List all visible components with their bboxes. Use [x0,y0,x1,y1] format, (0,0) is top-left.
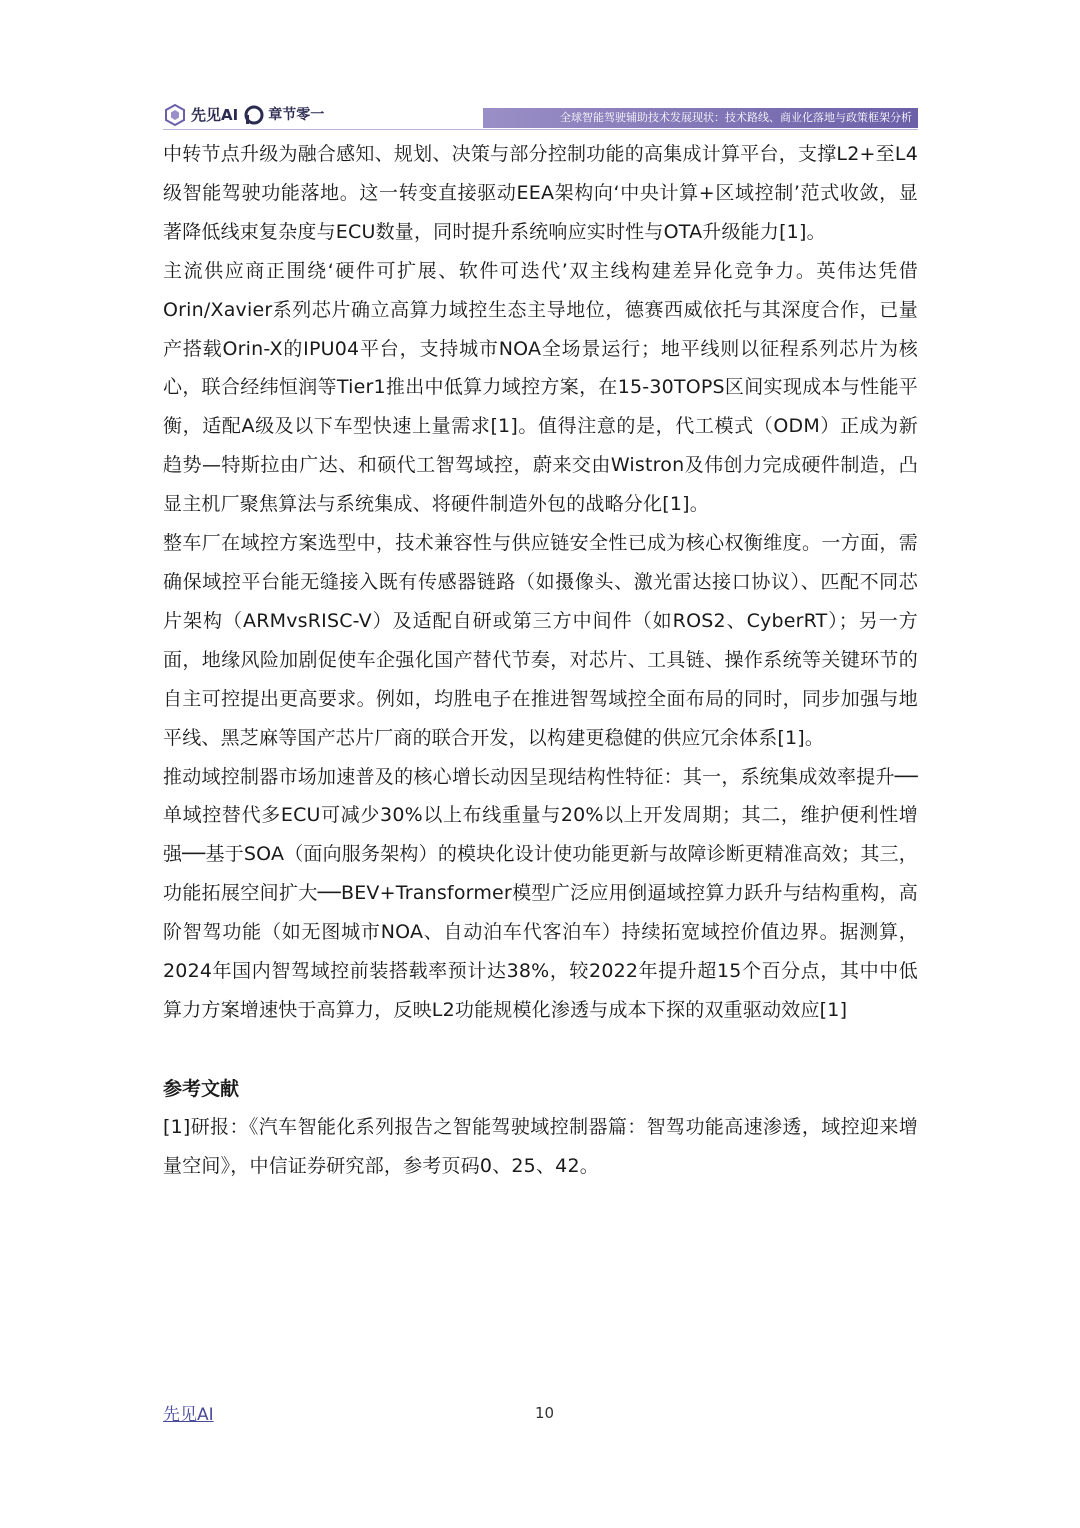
brand-logo-icon [163,103,187,127]
partner-name: 章节零一 [268,107,325,123]
body-paragraph: 整车厂在域控方案选型中，技术兼容性与供应链安全性已成为核心权衡维度。一方面，需确保域控平台能无缝接入既有传感器链路（如摄像头、激光雷达接口协议）、匹配不同芯片架构（ARMvsRISC-V）及适配自研或第三方中间件（如ROS2、CyberRT）；另一方面，地缘风险加剧促使车企强化国产替代节奏，对芯片、工具链、操作系统等关键环节的自主可控提出更高要求。例如，均胜电子在推进智驾域控全面布局的同时，同步加强与地平线、黑芝麻等国产芯片厂商的联合开发，以构建更稳健的供应冗余体系[1]。 [163,532,918,749]
body-paragraph: 中转节点升级为融合感知、规划、决策与部分控制功能的高集成计算平台，支撑L2+至L4级智能驾驶功能落地。这一转变直接驱动EEA架构向‘中央计算+区域控制’范式收敛，显著降低线束复杂度与ECU数量，同时提升系统响应实时性与OTA升级能力[1]。 [163,143,918,243]
page-number: 10 [535,1404,555,1422]
report-title-bar: 全球智能驾驶辅助技术发展现状：技术路线、商业化落地与政策框架分析 [483,108,918,128]
header-divider [163,129,918,130]
reference-item: [1]研报：《汽车智能化系列报告之智能驾驶域控制器篇：智驾功能高速渗透，域控迎来增量空间》，中信证券研究部，参考页码0、25、42。 [163,1115,918,1177]
section-spacer [163,1030,918,1070]
body-paragraph: 推动域控制器市场加速普及的核心增长动因呈现结构性特征：其一，系统集成效率提升──单域控替代多ECU可减少30%以上布线重量与20%以上开发周期；其二，维护便利性增强──基于SOA（面向服务架构）的模块化设计使功能更新与故障诊断更精准高效；其三，功能拓展空间扩大──BEV+Transformer模型广泛应用倒逼域控算力跃升与结构重构，高阶智驾功能（如无图城市NOA、自动泊车代客泊车）持续拓宽域控价值边界。据测算，2024年国内智驾域控前装搭载率预计达38%，较2022年提升超15个百分点，其中中低算力方案增速快于高算力，反映L2功能规模化渗透与成本下探的双重驱动效应[1] [163,765,918,1021]
body-paragraph: 主流供应商正围绕‘硬件可扩展、软件可迭代’双主线构建差异化竞争力。英伟达凭借Orin/Xavier系列芯片确立高算力域控生态主导地位，德赛西威依托与其深度合作，已量产搭载Orin-X的IPU04平台，支持城市NOA全场景运行；地平线则以征程系列芯片为核心，联合经纬恒润等Tier1推出中低算力域控方案，在15-30TOPS区间实现成本与性能平衡，适配A级及以下车型快速上量需求[1]。值得注意的是，代工模式（ODM）正成为新趋势—特斯拉由广达、和硕代工智驾域控，蔚来交由Wistron及伟创力完成硬件制造，凸显主机厂聚焦算法与系统集成、将硬件制造外包的战略分化[1]。 [163,259,918,516]
footer-brand: 先见AI [163,1405,214,1425]
brand-name: 先见AI [191,105,239,124]
references-heading: 参考文献 [163,1077,240,1100]
partner-logo-icon [244,105,264,125]
logo-group [163,100,324,130]
page-header [163,100,918,130]
main-content [163,135,918,1186]
